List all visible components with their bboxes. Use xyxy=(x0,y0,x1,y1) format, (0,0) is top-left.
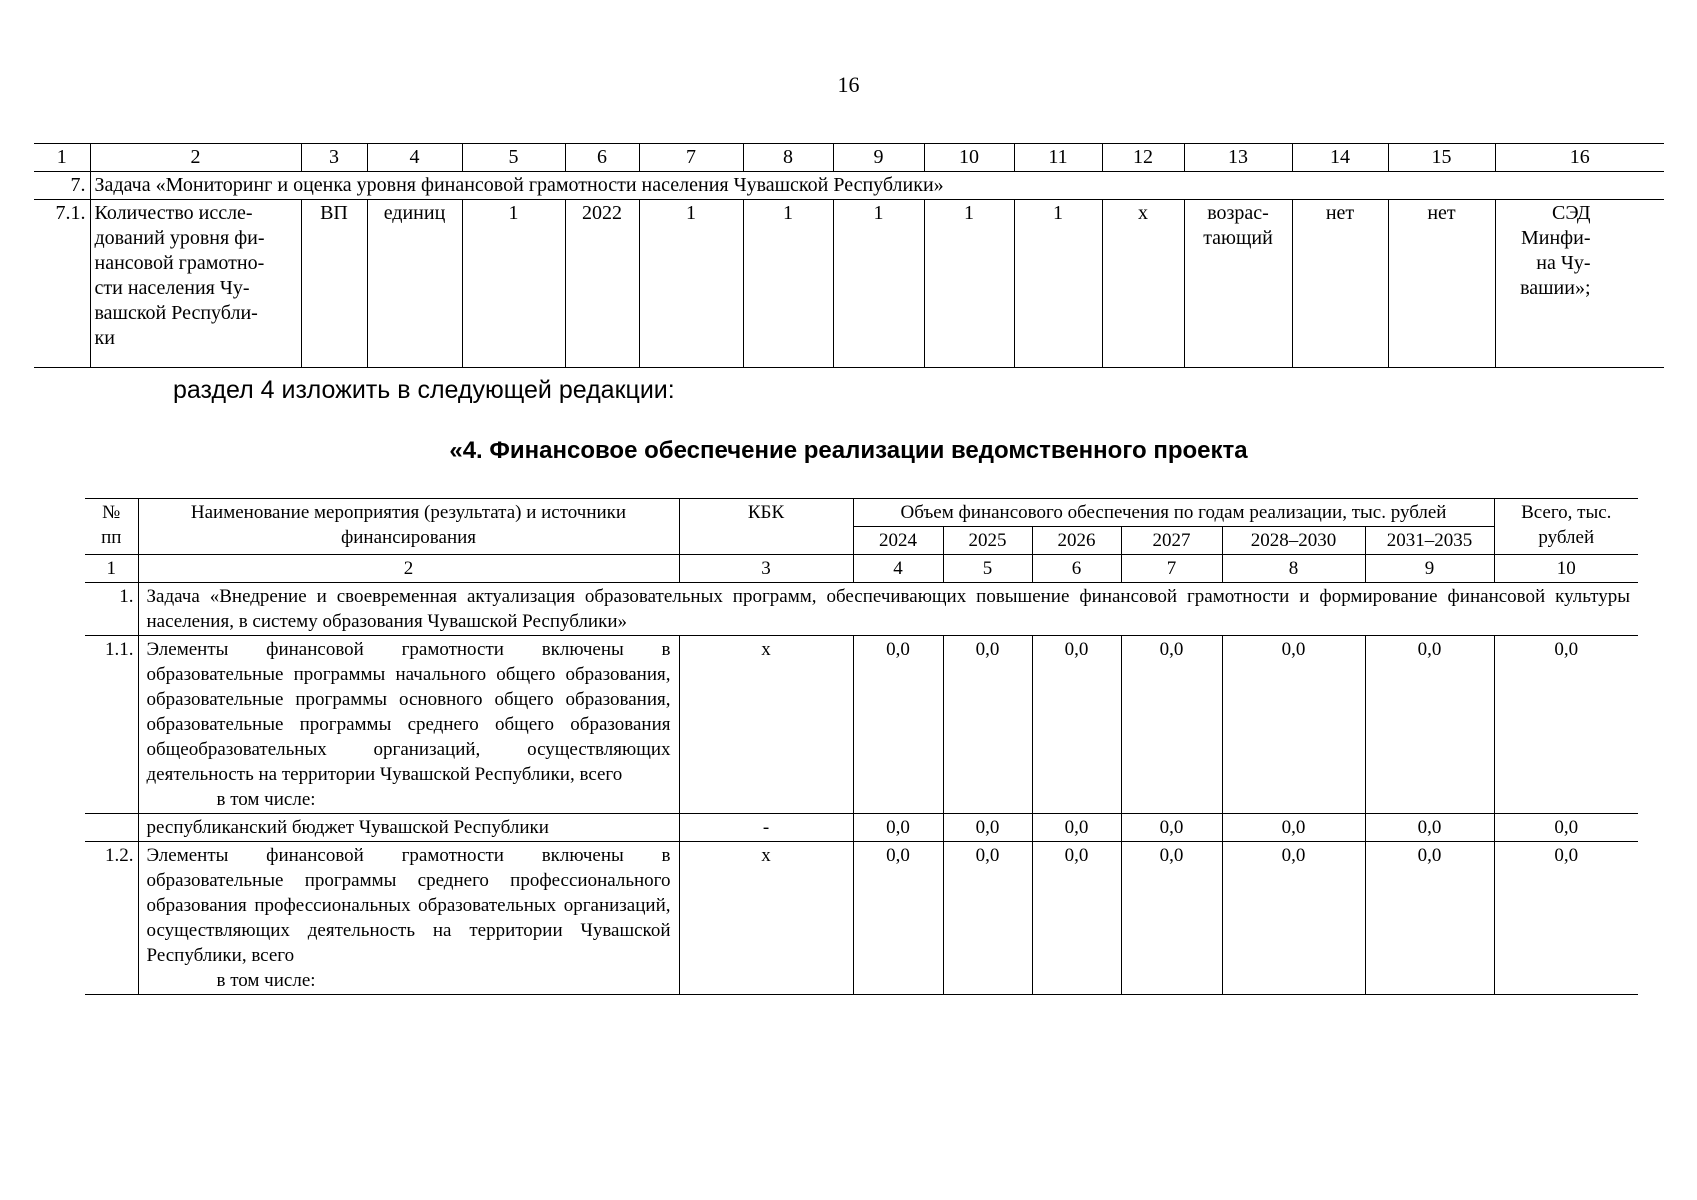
cell-mark: х xyxy=(1102,200,1184,368)
table2-row-1-2 xyxy=(85,842,1638,995)
source-line: СЭД xyxy=(1551,202,1591,224)
table2-row-budget xyxy=(85,814,1638,842)
row-value: 0,0 xyxy=(1032,636,1121,814)
table1-header-cell: 4 xyxy=(367,144,462,172)
row-name xyxy=(138,842,679,995)
cell-value: 1 xyxy=(639,200,743,368)
colnum-cell: 8 xyxy=(1222,555,1365,583)
row-subnote: в том числе: xyxy=(216,789,316,810)
table1-header-cell: 16 xyxy=(1495,144,1664,172)
row-value: 0,0 xyxy=(853,636,943,814)
indicator-name xyxy=(90,200,301,368)
cell-value: 1 xyxy=(833,200,924,368)
indicator-name-line: дований уровня фи- xyxy=(94,227,265,249)
row-value: 0,0 xyxy=(1032,842,1121,995)
row-name xyxy=(138,636,679,814)
row-value: 0,0 xyxy=(1365,636,1494,814)
page-number: 16 xyxy=(837,72,860,97)
table1-header-row xyxy=(34,144,1664,172)
table1-header-cell: 11 xyxy=(1014,144,1102,172)
table1-header-cell: 3 xyxy=(301,144,367,172)
year-cell: 2031–2035 xyxy=(1365,527,1494,555)
year-cell: 2027 xyxy=(1121,527,1222,555)
indicator-name-line: нансовой грамотно- xyxy=(94,252,265,274)
cell-type: ВП xyxy=(301,200,367,368)
trend-line: возрас- xyxy=(1207,202,1269,224)
table2-row-1-1 xyxy=(85,636,1638,814)
indicator-name-line: ки xyxy=(94,327,115,349)
row-value: 0,0 xyxy=(1222,814,1365,842)
table1-task-row xyxy=(34,172,1664,200)
table2-task-row xyxy=(85,583,1638,636)
indicators-table xyxy=(34,143,1664,368)
row-value: 0,0 xyxy=(1222,636,1365,814)
head-total: Всего, тыс. рублей xyxy=(1494,499,1638,555)
table1-header-cell: 1 xyxy=(34,144,90,172)
task-number: 1. xyxy=(85,583,138,636)
row-number: 1.2. xyxy=(85,842,138,995)
cell-flag: нет xyxy=(1292,200,1388,368)
table1-header-cell: 14 xyxy=(1292,144,1388,172)
table1-header-cell: 5 xyxy=(462,144,565,172)
row-value: 0,0 xyxy=(1365,814,1494,842)
task-text: Задача «Внедрение и своевременная актуализация образовательных программ, обеспечивающих повышение финансовой грамотности и формирование финансовой культуры населения, в систему образования Чувашской Республики» xyxy=(138,583,1638,636)
row-value: 0,0 xyxy=(1365,842,1494,995)
year-cell: 2026 xyxy=(1032,527,1121,555)
head-kbk: КБК xyxy=(679,499,853,555)
colnum-cell: 6 xyxy=(1032,555,1121,583)
row-number: 1.1. xyxy=(85,636,138,814)
table1-header-cell: 7 xyxy=(639,144,743,172)
colnum-cell: 2 xyxy=(138,555,679,583)
cell-value: 1 xyxy=(1014,200,1102,368)
cell-year: 2022 xyxy=(565,200,639,368)
table1-header-cell: 9 xyxy=(833,144,924,172)
row-value: 0,0 xyxy=(853,814,943,842)
row-name-text: Элементы финансовой грамотности включены в образовательные программы начального общего образования, образовательные программы основного общего образования, образовательные программы среднего общего образования общеобразовательных организаций, осуществляющих деятельность на территории Чувашской Республики, всего xyxy=(146,639,671,785)
head-number: № пп xyxy=(85,499,138,555)
row-total: 0,0 xyxy=(1494,814,1638,842)
year-cell: 2024 xyxy=(853,527,943,555)
table1-header-cell: 13 xyxy=(1184,144,1292,172)
row-total: 0,0 xyxy=(1494,842,1638,995)
row-value: 0,0 xyxy=(943,814,1032,842)
colnum-cell: 7 xyxy=(1121,555,1222,583)
colnum-cell: 9 xyxy=(1365,555,1494,583)
year-cell: 2025 xyxy=(943,527,1032,555)
head-name: Наименование мероприятия (результата) и источники финансирования xyxy=(138,499,679,555)
colnum-cell: 10 xyxy=(1494,555,1638,583)
row-value: 0,0 xyxy=(853,842,943,995)
indicator-name-line: сти населения Чу- xyxy=(94,277,250,299)
task-number: 7. xyxy=(34,172,90,200)
row-number: 7.1. xyxy=(34,200,90,368)
source-line: Минфи- xyxy=(1520,227,1591,249)
source-line: на Чу- xyxy=(1536,252,1591,274)
colnum-cell: 1 xyxy=(85,555,138,583)
instruction-paragraph: раздел 4 изложить в следующей редакции: xyxy=(173,376,675,404)
colnum-cell: 4 xyxy=(853,555,943,583)
cell-value: 1 xyxy=(924,200,1014,368)
table1-header-cell: 6 xyxy=(565,144,639,172)
source-line: вашии»; xyxy=(1520,277,1591,299)
cell-value: 1 xyxy=(743,200,833,368)
row-name: республиканский бюджет Чувашской Республики xyxy=(138,814,679,842)
cell-unit: единиц xyxy=(367,200,462,368)
row-value: 0,0 xyxy=(1222,842,1365,995)
table1-header-cell: 10 xyxy=(924,144,1014,172)
row-value: 0,0 xyxy=(943,636,1032,814)
cell-trend xyxy=(1184,200,1292,368)
cell-flag: нет xyxy=(1388,200,1495,368)
row-kbk: х xyxy=(679,842,853,995)
cell-value: 1 xyxy=(462,200,565,368)
cell-source xyxy=(1495,200,1664,368)
table1-header-cell: 8 xyxy=(743,144,833,172)
table2-colnum-row xyxy=(85,555,1638,583)
table1-header-cell: 2 xyxy=(90,144,301,172)
row-name-text: Элементы финансовой грамотности включены в образовательные программы среднего профессионального образования профессиональных образовательных организаций, осуществляющих деятельность на территории Чувашской Республики, всего xyxy=(146,845,671,966)
row-subnote: в том числе: xyxy=(216,970,316,991)
colnum-cell: 3 xyxy=(679,555,853,583)
indicator-name-line: Количество иссле- xyxy=(94,202,253,224)
financing-table xyxy=(85,498,1638,995)
row-number xyxy=(85,814,138,842)
row-value: 0,0 xyxy=(1121,636,1222,814)
indicator-name-line: вашской Республи- xyxy=(94,302,258,324)
table1-header-cell: 12 xyxy=(1102,144,1184,172)
row-value: 0,0 xyxy=(1121,814,1222,842)
table2-head-row xyxy=(85,499,1638,527)
year-cell: 2028–2030 xyxy=(1222,527,1365,555)
row-value: 0,0 xyxy=(943,842,1032,995)
row-total: 0,0 xyxy=(1494,636,1638,814)
section-title: «4. Финансовое обеспечение реализации ведомственного проекта xyxy=(449,437,1248,464)
row-kbk: х xyxy=(679,636,853,814)
task-text: Задача «Мониторинг и оценка уровня финансовой грамотности населения Чувашской Республики» xyxy=(90,172,1664,200)
colnum-cell: 5 xyxy=(943,555,1032,583)
table1-data-row xyxy=(34,200,1664,368)
table1-header-cell: 15 xyxy=(1388,144,1495,172)
row-value: 0,0 xyxy=(1121,842,1222,995)
head-volume: Объем финансового обеспечения по годам реализации, тыс. рублей xyxy=(853,499,1494,527)
row-kbk: - xyxy=(679,814,853,842)
row-value: 0,0 xyxy=(1032,814,1121,842)
trend-line: тающий xyxy=(1203,227,1273,249)
